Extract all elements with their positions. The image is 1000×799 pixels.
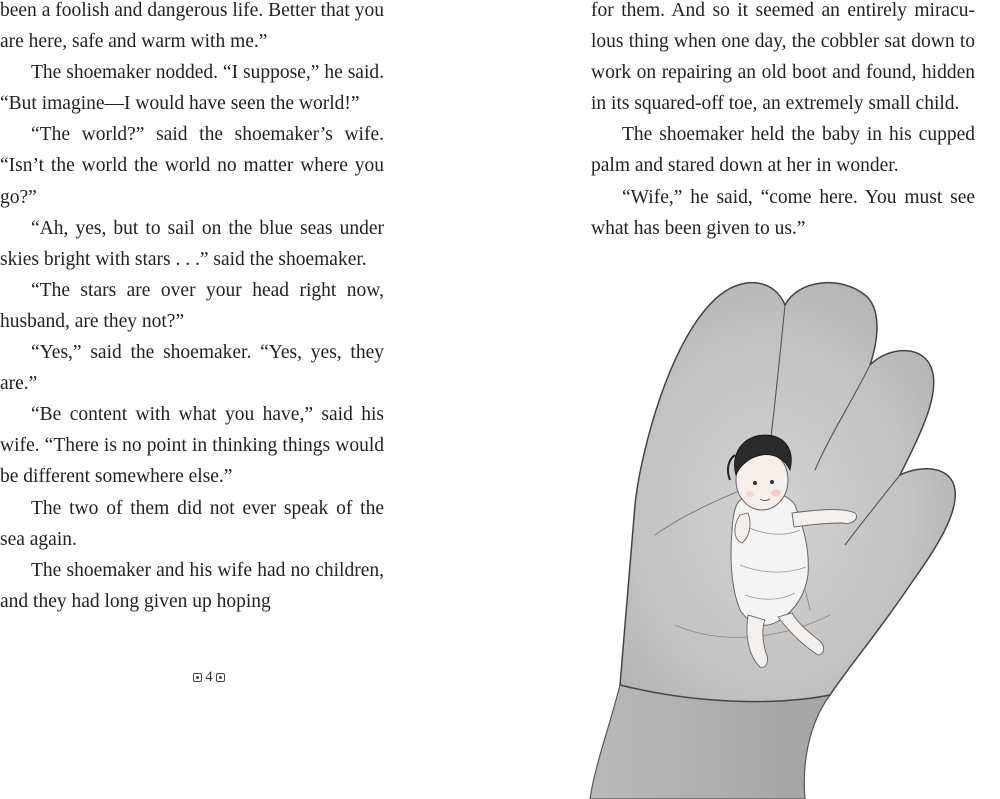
hand-holding-baby-illustration: [580, 275, 1000, 799]
ornament-icon: [216, 673, 225, 682]
paragraph: “Be content with what you have,” said his wife. “There is no point in thinking things would be different somewhere else.”: [0, 404, 384, 488]
paragraph: “The stars are over your head right now, husband, are they not?”: [0, 279, 384, 332]
paragraph: “Yes,” said the shoemaker. “Yes, yes, they are.”: [0, 342, 384, 395]
paragraph: The shoemaker nodded. “I suppose,” he said. “But imagine—I would have seen the world!”: [0, 62, 384, 115]
paragraph: for them. And so it seemed an entirely miraculous thing when one day, the cobbler sat down to work on repairing an old boot and found, hidden in its squared-off toe, an extremely small child.: [591, 0, 975, 115]
paragraph: “The world?” said the shoemaker’s wife. “Isn’t the world the world no matter where you go?”: [0, 124, 384, 208]
wrist-shape: [590, 685, 830, 799]
paragraph: The two of them did not ever speak of the sea again.: [0, 497, 384, 550]
page-number: [191, 667, 227, 687]
paragraph: “Wife,” he said, “come here. You must see what has been given to us.”: [591, 186, 975, 239]
paragraph: been a foolish and dangerous life. Better that you are here, safe and warm with me.”: [0, 0, 384, 53]
paragraph: “Ah, yes, but to sail on the blue seas under skies bright with stars . . .” said the shoemaker.: [0, 217, 384, 270]
page-number-label: 4: [205, 669, 213, 685]
ornament-icon: [193, 673, 202, 682]
hand-shape: [620, 283, 955, 702]
right-page: [591, 0, 975, 244]
left-page: [0, 0, 384, 617]
paragraph: The shoemaker and his wife had no children, and they had long given up hoping: [0, 559, 384, 612]
paragraph: The shoemaker held the baby in his cupped palm and stared down at her in wonder.: [591, 124, 975, 177]
